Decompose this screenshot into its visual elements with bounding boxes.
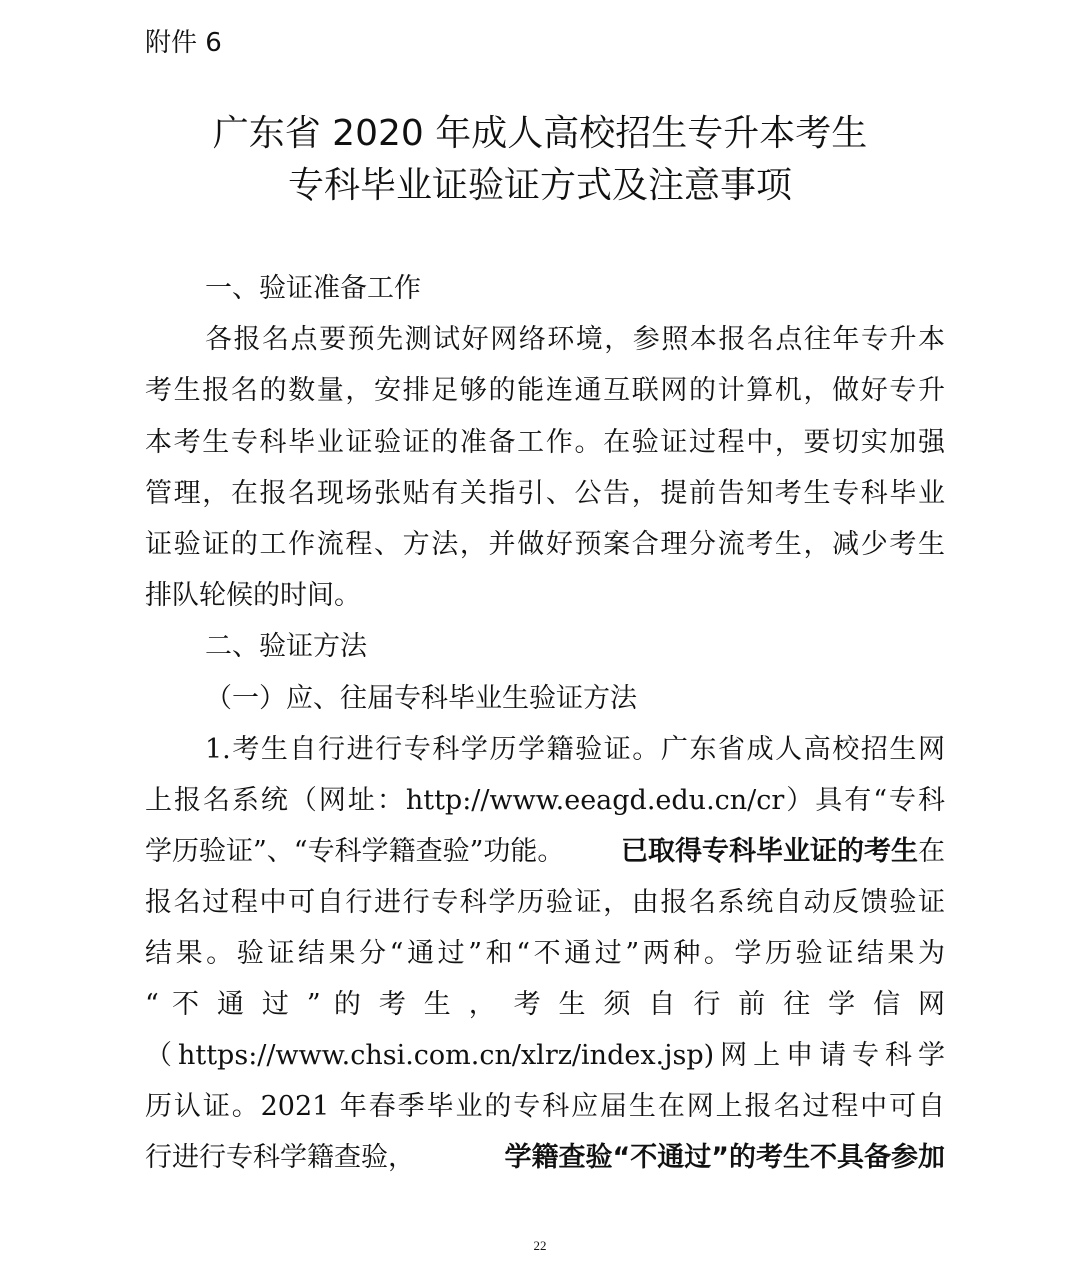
paragraph-line: “ 不 通 过 ” 的 考 生 ， 考 生 须 自 行 前 往 学 信 网 xyxy=(145,989,945,1020)
section-1-heading: 一、验证准备工作 xyxy=(205,273,421,304)
attachment-label: 附件 6 xyxy=(145,28,222,58)
paragraph-text: 行进行专科学籍查验， xyxy=(145,1142,415,1173)
paragraph-line: 上报名系统（网址：http://www.eeagd.edu.cn/cr）具有“专科 xyxy=(145,785,945,816)
paragraph-line: 1.考生自行进行专科学历学籍验证。广东省成人高校招生网 xyxy=(205,734,945,765)
paragraph-line: （https://www.chsi.com.cn/xlrz/index.jsp)网上申请专科学 xyxy=(145,1040,945,1071)
paragraph-line: 结果。验证结果分“通过”和“不通过”两种。学历验证结果为 xyxy=(145,938,945,969)
page-number: 22 xyxy=(533,1238,547,1253)
paragraph-line: 各报名点要预先测试好网络环境，参照本报名点往年专升本 xyxy=(205,324,945,355)
paragraph-line xyxy=(145,829,945,868)
document-title-line-2: 专科毕业证验证方式及注意事项 xyxy=(287,165,792,206)
document-title-line-1: 广东省 2020 年成人高校招生专升本考生 xyxy=(212,113,868,154)
paragraph-line xyxy=(145,1135,945,1174)
paragraph-text: 在 xyxy=(918,836,945,867)
paragraph-line: 历认证。2021 年春季毕业的专科应届生在网上报名过程中可自 xyxy=(145,1091,945,1122)
bold-text: 已取得专科毕业证的考生 xyxy=(621,836,918,867)
paragraph-line: 报名过程中可自行进行专科学历验证，由报名系统自动反馈验证 xyxy=(145,887,945,918)
section-2-heading: 二、验证方法 xyxy=(205,631,367,662)
paragraph-line: 本考生专科毕业证验证的准备工作。在验证过程中，要切实加强 xyxy=(145,427,945,458)
paragraph-text: 学历验证”、“专科学籍查验”功能。 xyxy=(145,836,565,867)
paragraph-line: 证验证的工作流程、方法，并做好预案合理分流考生，减少考生 xyxy=(145,529,945,560)
paragraph-line: 排队轮候的时间。 xyxy=(145,580,361,611)
section-2-subheading: （一）应、往届专科毕业生验证方法 xyxy=(205,683,637,714)
paragraph-line: 考生报名的数量，安排足够的能连通互联网的计算机，做好专升 xyxy=(145,375,945,406)
bold-text: 学籍查验“不通过”的考生不具备参加 xyxy=(504,1142,945,1173)
paragraph-line: 管理，在报名现场张贴有关指引、公告，提前告知考生专科毕业 xyxy=(145,478,945,509)
paragraph-text xyxy=(621,829,945,868)
